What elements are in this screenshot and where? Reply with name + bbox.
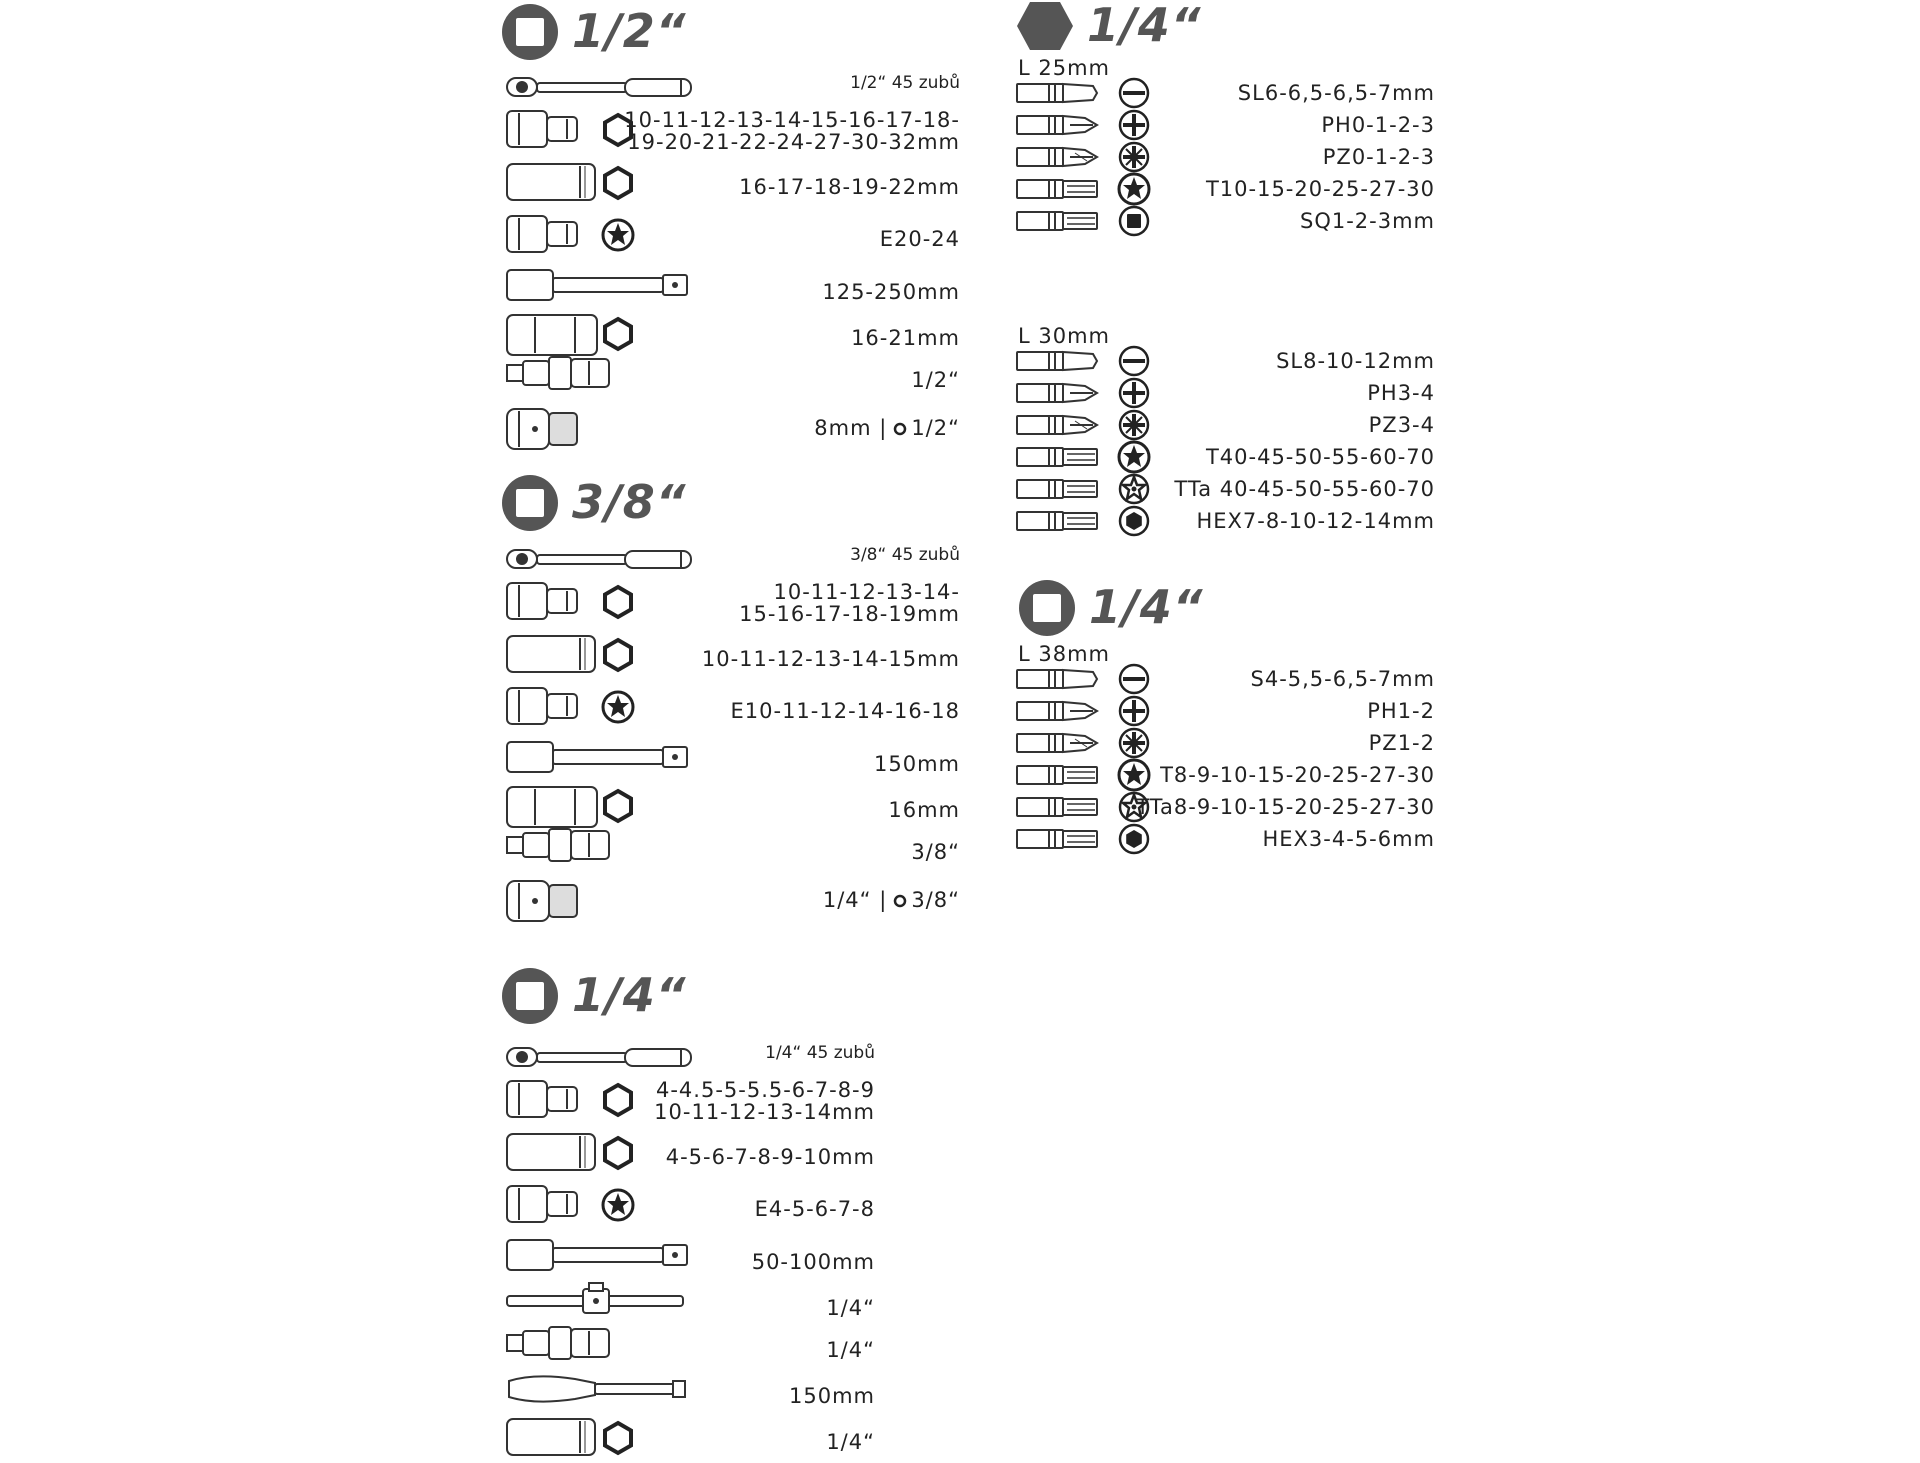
socket-icon	[505, 686, 585, 730]
bit-row	[1015, 764, 1435, 794]
section-title: 1/2“	[572, 4, 687, 58]
square-drive-badge-icon	[500, 2, 560, 62]
bit-row	[1015, 510, 1435, 540]
bit-row	[1015, 210, 1435, 240]
bit-size-label: T8-9-10-15-20-25-27-30	[1160, 763, 1435, 787]
tool-row	[505, 162, 960, 214]
section-header-half	[500, 2, 800, 62]
bit-row	[1015, 478, 1435, 508]
bit-size-label: HEX7-8-10-12-14mm	[1196, 509, 1435, 533]
tool-row	[505, 407, 960, 457]
bit-row	[1015, 828, 1435, 858]
deep-socket-icon	[505, 1132, 610, 1176]
bit-size-label: TTa8-9-10-15-20-25-27-30	[1136, 795, 1435, 819]
hex-key-icon	[1117, 822, 1151, 860]
adapter-to-label: 3/8“	[911, 888, 960, 912]
tool-size-label: E20-24	[879, 227, 960, 251]
universal-joint-icon	[505, 355, 615, 395]
ratchet-icon	[505, 1042, 695, 1076]
adapter-to-label: 1/2“	[911, 416, 960, 440]
bit-row	[1015, 382, 1435, 412]
bit-row	[1015, 82, 1435, 112]
phillips-bit-icon	[1015, 114, 1101, 140]
tool-size-label: 150mm	[789, 1384, 875, 1408]
hex-bit-icon	[1015, 510, 1101, 536]
torx-icon	[601, 690, 635, 728]
adapter-icon	[505, 879, 585, 927]
deep-socket-icon	[505, 162, 610, 206]
bit-length-label: L 25mm	[1018, 56, 1111, 80]
hex-icon	[601, 638, 635, 676]
bit-size-label: T40-45-50-55-60-70	[1205, 445, 1435, 469]
screwdriver-handle-icon	[505, 1371, 690, 1411]
bit-length-label: L 30mm	[1018, 324, 1111, 348]
socket-icon	[505, 1184, 585, 1228]
bit-size-label: PZ0-1-2-3	[1322, 145, 1435, 169]
tool-row	[505, 1237, 875, 1283]
tool-size-label: 50-100mm	[751, 1250, 875, 1274]
torx-icon	[601, 1188, 635, 1226]
tool-size-label: 16-21mm	[851, 326, 960, 350]
tool-size-label: 150mm	[874, 752, 960, 776]
tool-row	[505, 267, 960, 313]
ratchet-icon	[505, 544, 695, 578]
bit-row	[1015, 446, 1435, 476]
socket-icon	[505, 214, 585, 258]
square-icon	[1117, 204, 1151, 242]
torx-bit-icon	[1015, 764, 1101, 790]
tool-row	[505, 109, 960, 162]
bit-row	[1015, 114, 1435, 144]
bit-size-label: PZ1-2	[1368, 731, 1435, 755]
tool-row	[505, 1079, 875, 1132]
bit-size-label: T10-15-20-25-27-30	[1205, 177, 1435, 201]
tool-row	[505, 72, 960, 109]
tool-row	[505, 544, 960, 581]
section-header-quarter	[500, 966, 800, 1026]
deep-socket-icon	[505, 634, 610, 678]
bit-row	[1015, 146, 1435, 176]
universal-joint-icon	[505, 1325, 615, 1365]
tool-size-label: 16-17-18-19-22mm	[739, 175, 960, 199]
phillips-bit-icon	[1015, 382, 1101, 408]
universal-joint-icon	[505, 827, 615, 867]
bit-size-label: PH1-2	[1367, 699, 1435, 723]
socket-icon	[505, 1079, 585, 1123]
bit-row	[1015, 700, 1435, 730]
tool-row	[505, 1184, 875, 1237]
bit-row	[1015, 732, 1435, 762]
tool-row	[505, 879, 960, 929]
bit-row	[1015, 668, 1435, 698]
hex-bit-icon	[1015, 828, 1101, 854]
tool-size-label: 1/2“	[911, 368, 960, 392]
bit-length-label: L 38mm	[1018, 642, 1111, 666]
section-header-hex-bits	[1015, 0, 1315, 60]
tool-size-label: 10-11-12-13-14-15mm	[701, 647, 960, 671]
bit-size-label: TTa 40-45-50-55-60-70	[1174, 477, 1435, 501]
hex-icon	[601, 166, 635, 204]
tool-size-label: 125-250mm	[822, 280, 960, 304]
spark-plug-socket-icon	[505, 313, 610, 361]
tool-size-label: 3/8“ 45 zubů	[850, 545, 960, 565]
tool-row	[505, 1417, 875, 1463]
hex-icon	[601, 1421, 635, 1459]
t-bar-icon	[505, 1283, 690, 1323]
torx-bit-icon	[1015, 446, 1101, 472]
tool-size-label: E10-11-12-14-16-18	[730, 699, 960, 723]
hex-icon	[601, 1083, 635, 1121]
ring-icon	[893, 418, 907, 440]
bit-size-label: SL6-6,5-6,5-7mm	[1237, 81, 1435, 105]
bit-size-label: SL8-10-12mm	[1276, 349, 1435, 373]
tool-size-label: 1/4“	[826, 1430, 875, 1454]
tool-size-label: E4-5-6-7-8	[754, 1197, 875, 1221]
slotted-bit-icon	[1015, 668, 1101, 694]
bit-size-label: S4-5,5-6,5-7mm	[1250, 667, 1435, 691]
tool-row	[505, 634, 960, 686]
tool-size-label: 10-11-12-13-14-15-16-17-18- 19-20-21-22-24-27-30-32mm	[624, 108, 960, 154]
bit-row	[1015, 178, 1435, 208]
torx-bit-icon	[1015, 178, 1101, 204]
tool-row	[505, 785, 960, 827]
tool-size-label	[814, 417, 960, 440]
bit-row	[1015, 414, 1435, 444]
tool-row	[505, 214, 960, 267]
bit-size-label: PZ3-4	[1368, 413, 1435, 437]
bit-size-label: PH3-4	[1367, 381, 1435, 405]
section-header-square-bits	[1017, 578, 1317, 638]
section-title: 1/4“	[1089, 580, 1204, 634]
tool-size-label	[823, 889, 960, 912]
torx-icon	[601, 218, 635, 256]
square-drive-badge-icon	[500, 966, 560, 1026]
square-drive-badge-icon	[500, 473, 560, 533]
pozidriv-bit-icon	[1015, 414, 1101, 440]
spark-plug-socket-icon	[505, 785, 610, 833]
section-title: 1/4“	[1087, 0, 1202, 52]
tool-row	[505, 739, 960, 785]
slotted-bit-icon	[1015, 82, 1101, 108]
bit-size-label: SQ1-2-3mm	[1299, 209, 1435, 233]
bit-size-label: HEX3-4-5-6mm	[1262, 827, 1435, 851]
adapter-icon	[505, 407, 585, 455]
tool-size-label: 4-4.5-5-5.5-6-7-8-9 10-11-12-13-14mm	[654, 1078, 875, 1124]
hex-icon	[601, 1136, 635, 1174]
hex-icon	[601, 789, 635, 827]
tool-row	[505, 355, 960, 407]
tool-row	[505, 313, 960, 355]
extension-bar-icon	[505, 267, 690, 307]
tool-row	[505, 581, 960, 634]
tool-size-label: 1/2“ 45 zubů	[850, 73, 960, 93]
bit-size-label: PH0-1-2-3	[1321, 113, 1435, 137]
hex-key-icon	[1117, 504, 1151, 542]
tool-row	[505, 1325, 875, 1371]
pozidriv-bit-icon	[1015, 146, 1101, 172]
socket-icon	[505, 581, 585, 625]
tool-size-label: 16mm	[888, 798, 960, 822]
bit-row	[1015, 350, 1435, 380]
tamper-torx-bit-icon	[1015, 796, 1101, 822]
section-title: 1/4“	[572, 968, 687, 1022]
slotted-bit-icon	[1015, 350, 1101, 376]
adapter-from-label: 1/4“ |	[822, 888, 888, 912]
hex-icon	[601, 317, 635, 355]
tool-size-label: 1/4“	[826, 1338, 875, 1362]
extension-bar-icon	[505, 1237, 690, 1277]
adapter-from-label: 8mm |	[814, 416, 888, 440]
section-title: 3/8“	[572, 475, 687, 529]
tamper-torx-bit-icon	[1015, 478, 1101, 504]
ring-icon	[893, 890, 907, 912]
socket-icon	[505, 109, 585, 153]
tool-size-label: 3/8“	[911, 840, 960, 864]
tool-size-label: 10-11-12-13-14- 15-16-17-18-19mm	[739, 580, 960, 626]
hex-icon	[601, 585, 635, 623]
tool-row	[505, 1132, 875, 1184]
square-drive-badge-icon	[1017, 578, 1077, 638]
hex-drive-badge-icon	[1015, 0, 1075, 52]
tool-row	[505, 686, 960, 739]
bit-row	[1015, 796, 1435, 826]
tool-row	[505, 1042, 875, 1079]
tool-row	[505, 1283, 875, 1325]
extension-bar-icon	[505, 739, 690, 779]
tool-row	[505, 1371, 875, 1417]
deep-socket-icon	[505, 1417, 610, 1461]
ratchet-icon	[505, 72, 695, 106]
phillips-bit-icon	[1015, 700, 1101, 726]
tool-row	[505, 827, 960, 879]
tool-size-label: 4-5-6-7-8-9-10mm	[665, 1145, 875, 1169]
square-bit-icon	[1015, 210, 1101, 236]
pozidriv-bit-icon	[1015, 732, 1101, 758]
tool-size-label: 1/4“	[826, 1296, 875, 1320]
tool-size-label: 1/4“ 45 zubů	[765, 1043, 875, 1063]
section-header-three-eighth	[500, 473, 800, 533]
